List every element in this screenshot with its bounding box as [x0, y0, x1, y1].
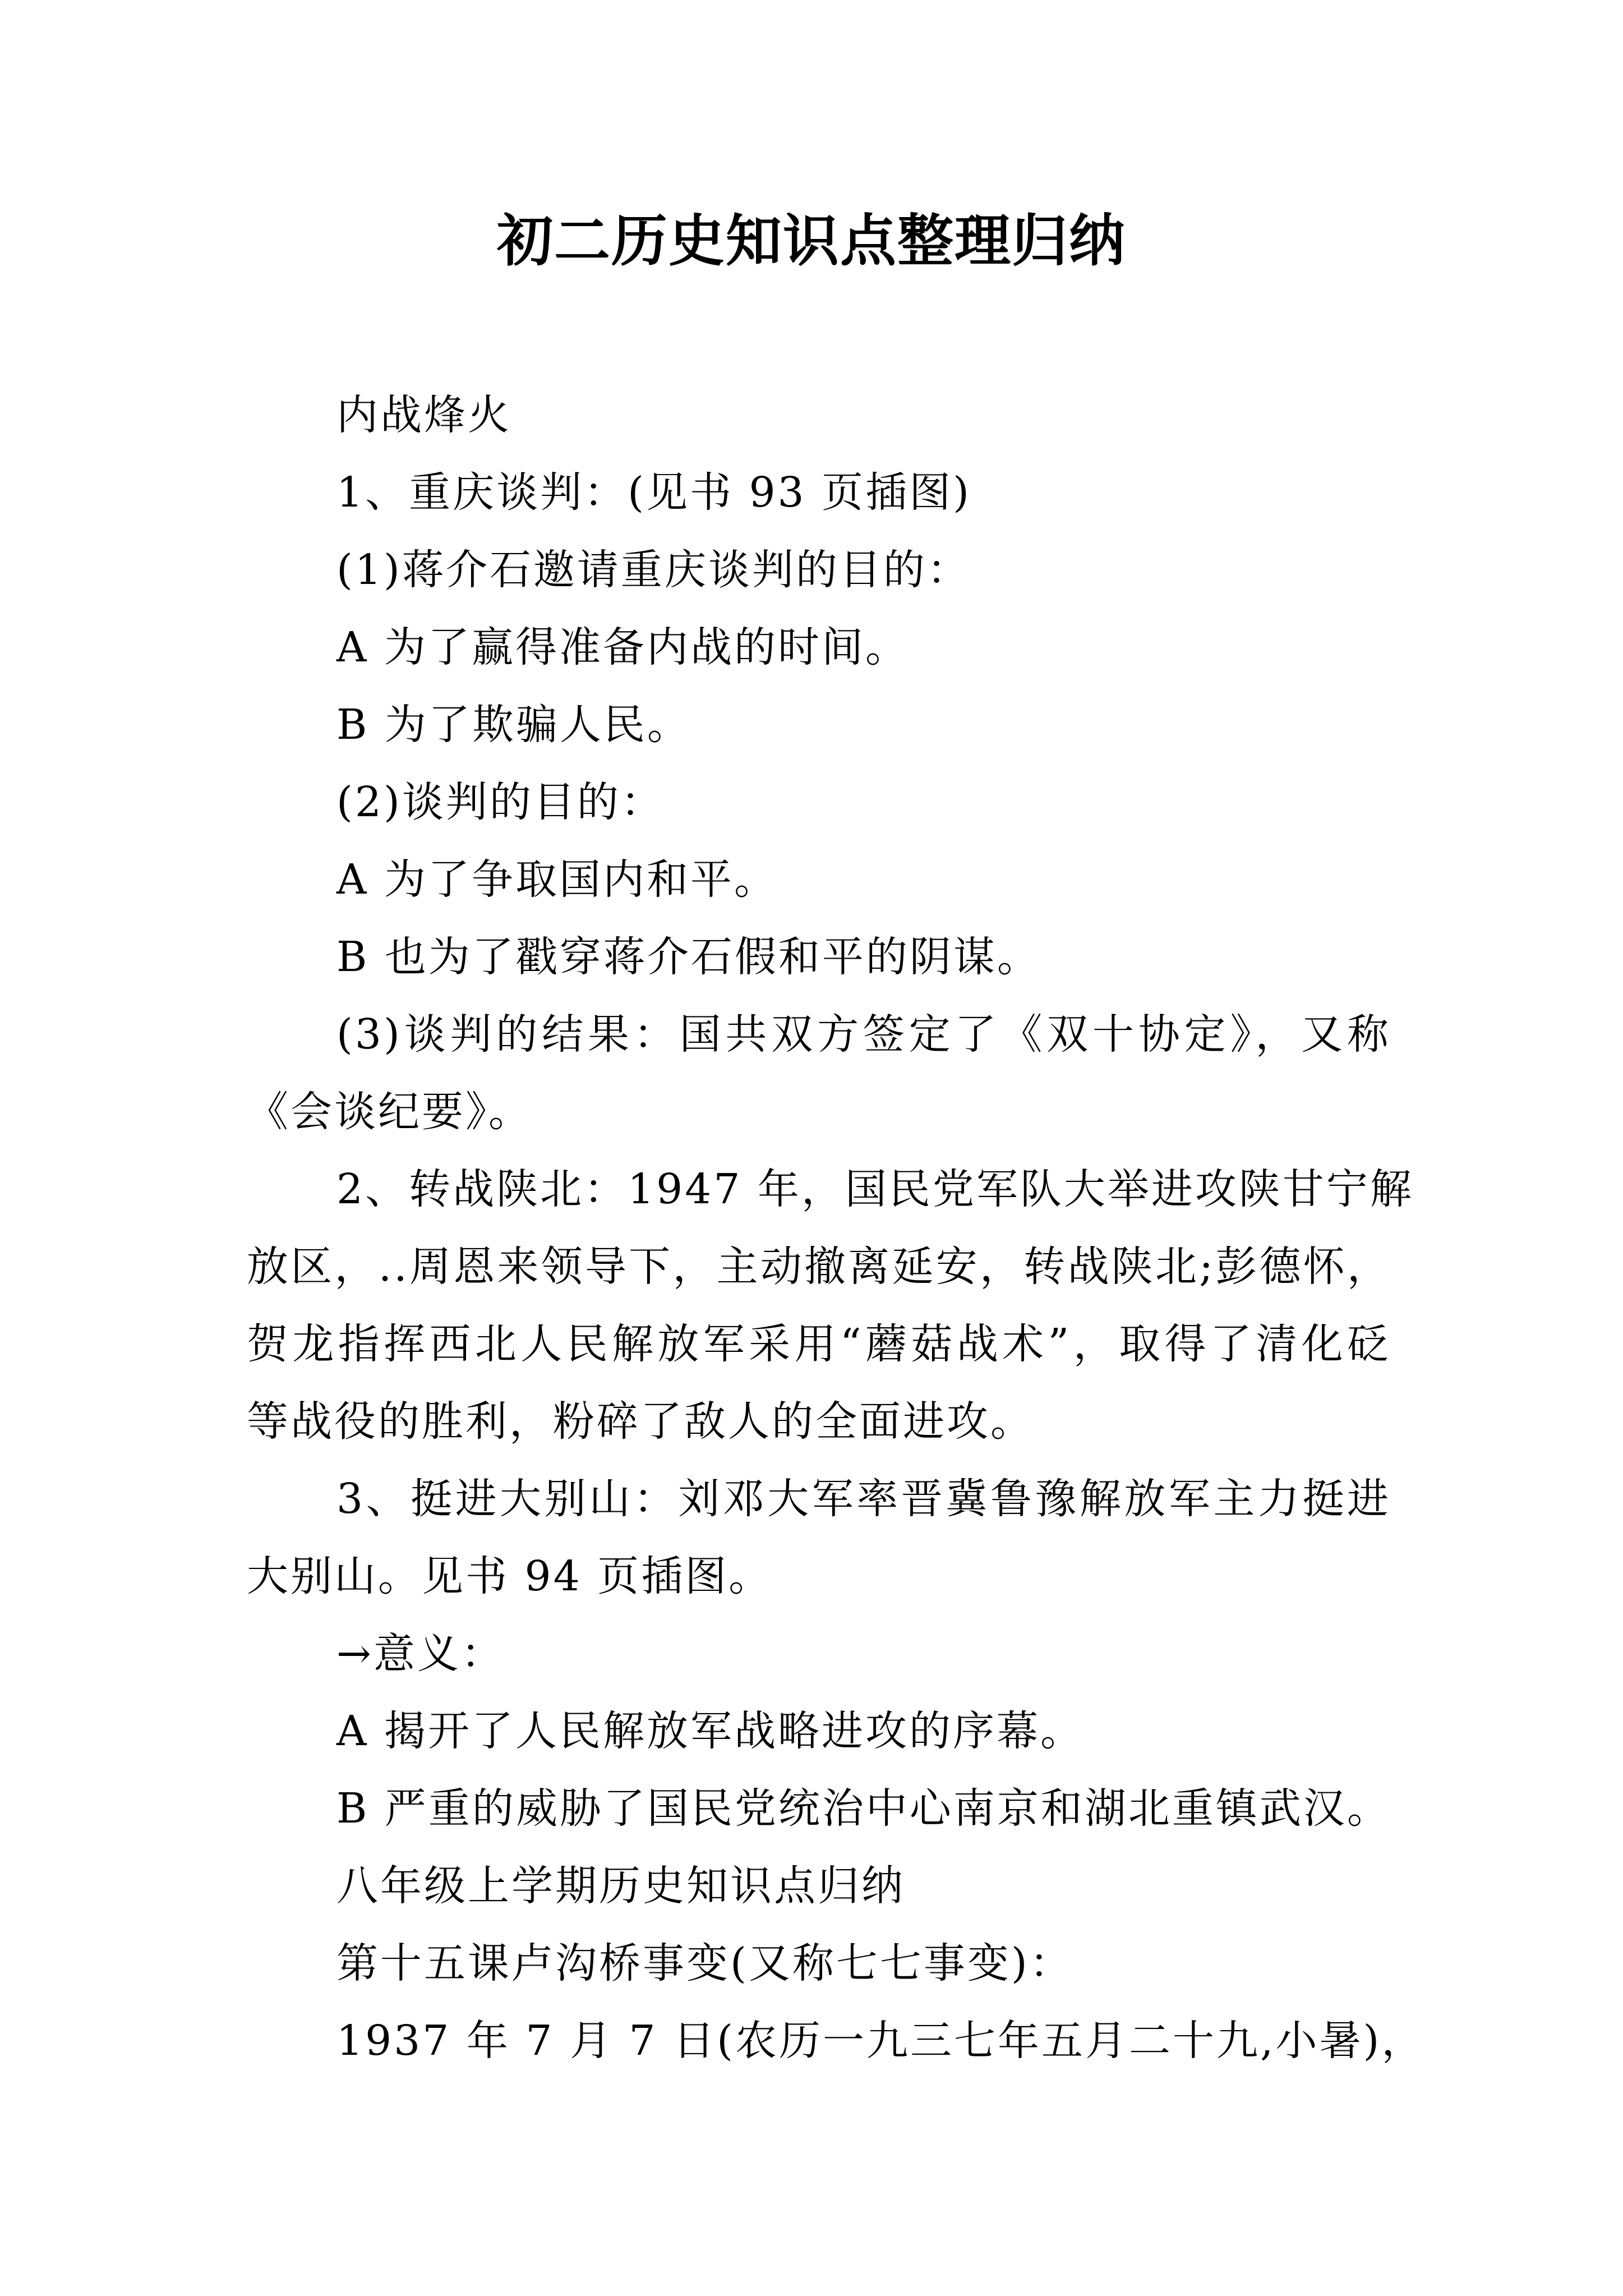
paragraph-line: 等战役的胜利，粉碎了敌人的全面进攻。	[247, 1397, 1034, 1446]
paragraph-line: 1937 年 7 月 7 日(农历一九三七年五月二十九,小暑)，	[336, 2017, 1426, 2065]
paragraph-line: A 为了争取国内和平。	[336, 855, 778, 904]
paragraph-line: (3)谈判的结果：国共双方签定了《双十协定》，又称	[336, 1010, 1391, 1059]
paragraph-line: 1、重庆谈判：(见书 93 页插图)	[336, 468, 972, 517]
paragraph-line: (2)谈判的目的：	[336, 778, 665, 826]
paragraph-line: →意义：	[336, 1630, 505, 1678]
paragraph-line: B 严重的威胁了国民党统治中心南京和湖北重镇武汉。	[336, 1784, 1391, 1833]
paragraph-line: 八年级上学期历史知识点归纳	[336, 1862, 905, 1910]
paragraph-line: 大别山。见书 94 页插图。	[247, 1552, 773, 1600]
paragraph-line: B 为了欺骗人民。	[336, 701, 691, 749]
paragraph-line: 内战烽火	[336, 391, 511, 439]
paragraph-line: 放区，..周恩来领导下，主动撤离延安，转战陕北;彭德怀，	[247, 1243, 1391, 1291]
paragraph-line: 贺龙指挥西北人民解放军采用“蘑菇战术”，取得了清化砭	[247, 1320, 1391, 1368]
paragraph-line: A 揭开了人民解放军战略进攻的序幕。	[336, 1707, 1084, 1755]
paragraph-line: 第十五课卢沟桥事变(又称七七事变)：	[336, 1939, 1073, 1987]
paragraph-line: A 为了赢得准备内战的时间。	[336, 623, 909, 671]
paragraph-line: 2、转战陕北：1947 年，国民党军队大举进攻陕甘宁解	[336, 1165, 1414, 1213]
paragraph-line: 3、挺进大别山：刘邓大军率晋冀鲁豫解放军主力挺进	[336, 1475, 1391, 1523]
document-title: 初二历史知识点整理归纳	[497, 208, 1126, 274]
paragraph-line: (1)蒋介石邀请重庆谈判的目的：	[336, 546, 971, 594]
paragraph-line: B 也为了戳穿蒋介石假和平的阴谋。	[336, 933, 1041, 981]
paragraph-line: 《会谈纪要》。	[247, 1088, 532, 1136]
